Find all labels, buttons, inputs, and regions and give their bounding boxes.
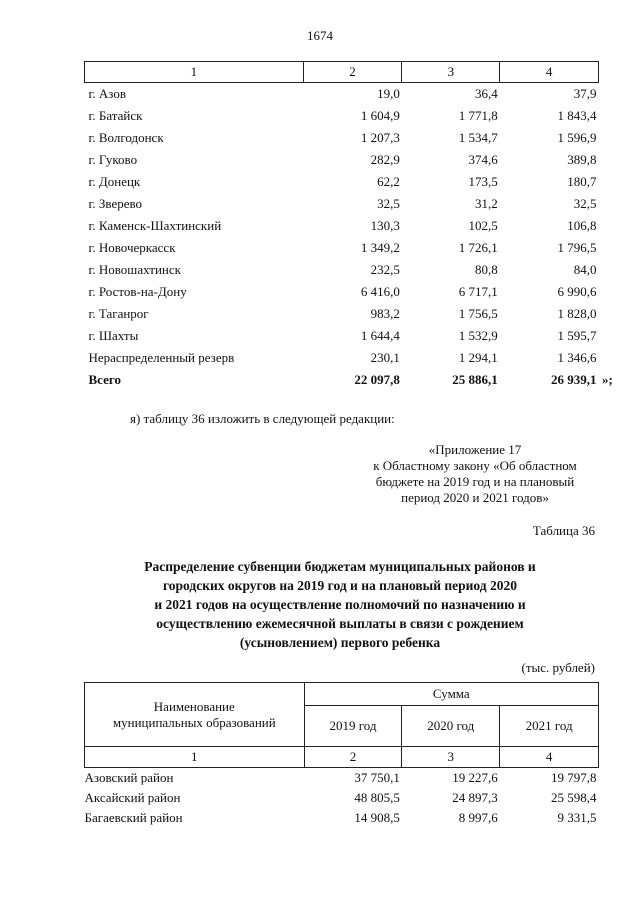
value-2021: 389,8: [567, 152, 597, 167]
value-2020: 80,8: [474, 262, 498, 277]
total-2020: 25 886,1: [452, 372, 498, 387]
header-col-3: 3: [402, 747, 500, 768]
value-2020: 1 756,5: [458, 306, 498, 321]
value-2021: 6 990,6: [557, 284, 597, 299]
value-2021: 1 828,0: [557, 306, 597, 321]
table-row: [85, 149, 599, 171]
municipality-name: г. Гуково: [88, 152, 138, 167]
table-header-row: [85, 683, 599, 706]
table-row: [85, 215, 599, 237]
header-sum: Сумма: [304, 683, 598, 706]
table-row: [85, 788, 599, 808]
value-2020: 1 532,9: [458, 328, 498, 343]
title-line: (усыновлением) первого ребенка: [239, 635, 441, 650]
municipality-name: Багаевский район: [84, 810, 183, 825]
page-number: 1674: [307, 28, 333, 43]
header-year-2021: 2021 год: [500, 706, 599, 747]
table-row: [85, 347, 599, 369]
table-row: [85, 325, 599, 347]
header-col-4: 4: [500, 747, 599, 768]
value-2020: 24 897,3: [452, 790, 498, 805]
table-row: [85, 237, 599, 259]
header-municipality: [85, 683, 305, 747]
appendix-line: к Областному закону «Об областном: [373, 458, 577, 473]
table-title: [95, 557, 585, 652]
header-col-3: 3: [402, 62, 500, 83]
municipality-name: Аксайский район: [84, 790, 181, 805]
header-col-1: 1: [85, 62, 304, 83]
appendix-note: [340, 442, 610, 506]
municipality-name: г. Таганрог: [88, 306, 149, 321]
value-2020: 1 294,1: [458, 350, 498, 365]
value-2021: 37,9: [573, 86, 597, 101]
table-row: [85, 83, 599, 106]
header-year-2019: 2019 год: [304, 706, 402, 747]
value-2021: 19 797,8: [551, 770, 597, 785]
header-line: муниципальных образований: [112, 714, 276, 730]
value-2020: 1 726,1: [458, 240, 498, 255]
appendix-line: бюджете на 2019 год и на плановый: [375, 474, 575, 489]
municipality-name: г. Новошахтинск: [88, 262, 181, 277]
value-2019: 62,2: [377, 174, 400, 189]
value-2019: 232,5: [370, 262, 400, 277]
value-2021: 106,8: [567, 218, 597, 233]
header-col-2: 2: [304, 747, 402, 768]
value-2020: 374,6: [468, 152, 498, 167]
value-2019: 19,0: [377, 86, 400, 101]
municipality-name: г. Батайск: [88, 108, 143, 123]
value-2020: 1 771,8: [458, 108, 498, 123]
title-line: Распределение субвенции бюджетам муниципальных районов и: [144, 559, 536, 574]
header-col-4: 4: [500, 62, 599, 83]
value-2020: 1 534,7: [458, 130, 498, 145]
table-row: [85, 281, 599, 303]
total-suffix: »;: [602, 372, 613, 387]
municipality-name: г. Шахты: [88, 328, 139, 343]
appendix-line: «Приложение 17: [428, 442, 522, 457]
value-2019: 14 908,5: [354, 810, 400, 825]
municipality-name: г. Зверево: [88, 196, 143, 211]
title-line: осуществлению ежемесячной выплаты в связи с рождением: [156, 616, 524, 631]
total-2021: 26 939,1: [551, 372, 597, 387]
municipality-name: Азовский район: [84, 770, 174, 785]
table-row: [85, 303, 599, 325]
value-2019: 48 805,5: [354, 790, 400, 805]
value-2021: 84,0: [573, 262, 597, 277]
table-allocation-continued: [84, 61, 599, 391]
municipality-name: г. Волгодонск: [88, 130, 164, 145]
value-2019: 130,3: [370, 218, 400, 233]
table-row: [85, 127, 599, 149]
table-36: [84, 682, 599, 828]
table-row: [85, 259, 599, 281]
value-2019: 1 644,4: [360, 328, 400, 343]
header-line: Наименование: [153, 698, 235, 714]
value-2020: 36,4: [474, 86, 498, 101]
table-row: [85, 171, 599, 193]
table-row: [85, 105, 599, 127]
appendix-line: период 2020 и 2021 годов»: [401, 490, 549, 505]
municipality-name: г. Донецк: [88, 174, 141, 189]
value-2021: 1 596,9: [557, 130, 597, 145]
table-row: [85, 193, 599, 215]
title-line: и 2021 годов на осуществление полномочий по назначению и: [154, 597, 526, 612]
table-header-row: [85, 62, 599, 83]
value-2019: 37 750,1: [354, 770, 400, 785]
table-number: Таблица 36: [532, 523, 595, 538]
amendment-paragraph: я) таблицу 36 изложить в следующей редакции:: [130, 411, 395, 426]
value-2020: 8 997,6: [458, 810, 498, 825]
value-2019: 230,1: [370, 350, 400, 365]
value-2020: 102,5: [468, 218, 498, 233]
value-2020: 31,2: [474, 196, 498, 211]
value-2020: 6 717,1: [458, 284, 498, 299]
municipality-name: г. Ростов-на-Дону: [88, 284, 187, 299]
units-label: (тыс. рублей): [521, 660, 595, 675]
municipality-name: г. Азов: [88, 86, 126, 101]
value-2021: 1 595,7: [557, 328, 597, 343]
total-2019: 22 097,8: [354, 372, 400, 387]
value-2021: 25 598,4: [551, 790, 597, 805]
value-2020: 173,5: [468, 174, 498, 189]
value-2021: 180,7: [567, 174, 597, 189]
municipality-name: г. Новочеркасск: [88, 240, 176, 255]
header-year-2020: 2020 год: [402, 706, 500, 747]
value-2019: 1 604,9: [360, 108, 400, 123]
value-2019: 1 349,2: [360, 240, 400, 255]
municipality-name: г. Каменск-Шахтинский: [88, 218, 222, 233]
value-2021: 32,5: [573, 196, 597, 211]
table-row: [85, 808, 599, 828]
header-col-1: 1: [85, 747, 305, 768]
value-2019: 282,9: [370, 152, 400, 167]
table-row: [85, 768, 599, 789]
value-2019: 6 416,0: [360, 284, 400, 299]
value-2019: 32,5: [377, 196, 400, 211]
table-header-row: [85, 747, 599, 768]
value-2019: 983,2: [370, 306, 400, 321]
total-row: [85, 369, 599, 391]
value-2021: 9 331,5: [557, 810, 597, 825]
title-line: городских округов на 2019 год и на плановый период 2020: [163, 578, 517, 593]
total-label: Всего: [88, 372, 121, 387]
value-2021: 1 796,5: [557, 240, 597, 255]
value-2019: 1 207,3: [360, 130, 400, 145]
value-2021: 1 346,6: [557, 350, 597, 365]
header-col-2: 2: [303, 62, 402, 83]
municipality-name: Нераспределенный резерв: [88, 350, 235, 365]
value-2021: 1 843,4: [557, 108, 597, 123]
value-2020: 19 227,6: [452, 770, 498, 785]
